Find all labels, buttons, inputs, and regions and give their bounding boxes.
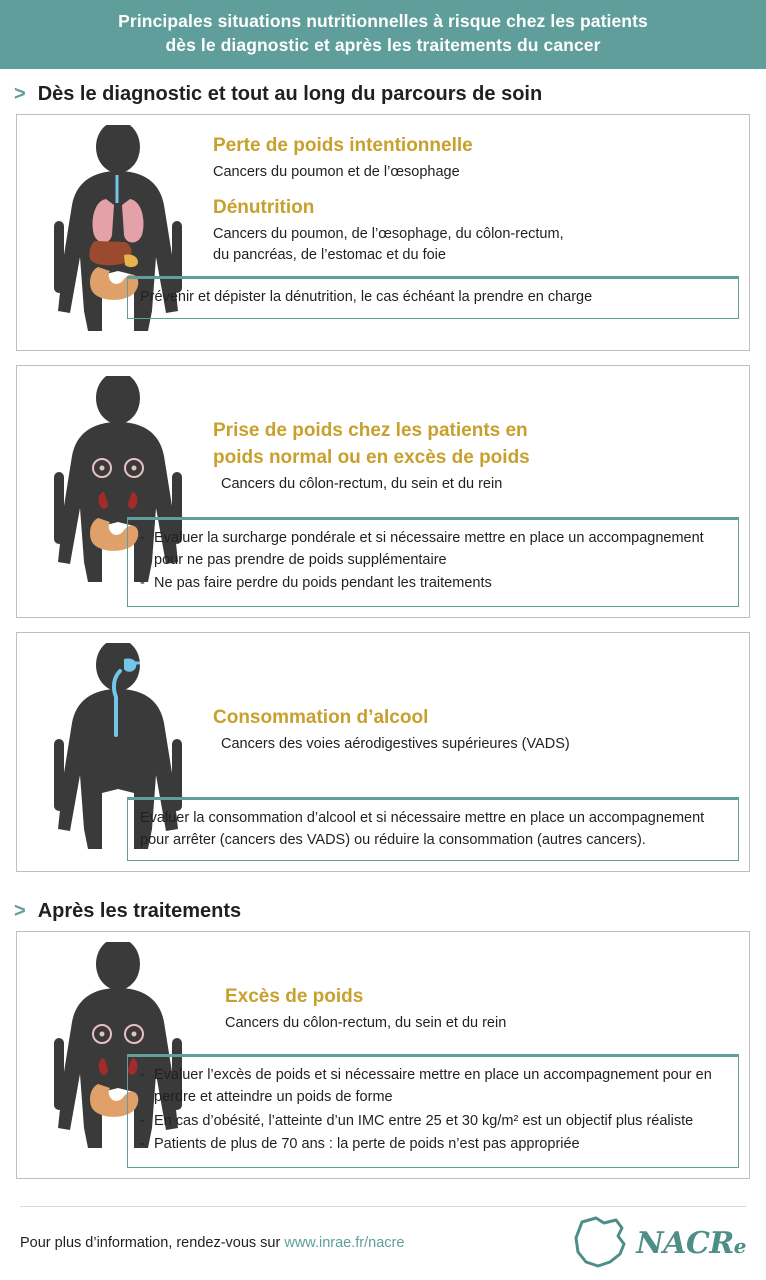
card-4-title: Excès de poids [225, 986, 364, 1008]
chevron-right-icon: > [14, 83, 26, 106]
footer-divider [20, 1206, 746, 1207]
section-heading-apres-traitements [0, 886, 766, 931]
section-title: Dès le diagnostic et tout au long du parcours de soin [37, 83, 543, 106]
card-1-title-1: Perte de poids intentionnelle [213, 135, 473, 157]
france-map-outline-icon [568, 1214, 634, 1272]
card-1-sub-2-line1: Cancers du poumon, de l’œsophage, du côlon-rectum, [213, 225, 564, 242]
nacre-wordmark-suffix: e [733, 1233, 746, 1258]
footer-label: Pour plus d’information, rendez-vous sur [20, 1235, 285, 1251]
card-consommation-alcool [16, 632, 750, 872]
card-1-sub-1: Cancers du poumon et de l’œsophage [213, 164, 460, 181]
card-1-sub-2-line2: du pancréas, de l’estomac et du foie [213, 246, 446, 263]
card-2-sub: Cancers du côlon-rectum, du sein et du rein [221, 475, 503, 492]
card-3-title: Consommation d’alcool [213, 707, 429, 729]
section-heading-diagnostic [0, 69, 766, 114]
card-4-body [154, 938, 739, 1168]
card-exces-de-poids [16, 931, 750, 1179]
card-1-title-2: Dénutrition [213, 197, 315, 219]
advice-text: Evaluer la consommation d’alcool et si nécessaire mettre en place un accompagnement pour arrêter (cancers des VADS) ou réduire la consommation (autres cancers). [140, 809, 705, 848]
advice-item: - Evaluer la surcharge pondérale et si nécessaire mettre en place un accompagnement pour ne pas prendre de poids supplémentaire [140, 528, 728, 572]
advice-text: Prévenir et dépister la dénutrition, le cas échéant la prendre en charge [140, 288, 593, 305]
advice-item: - Evaluer l’excès de poids et si nécessaire mettre en place un accompagnement pour en perdre et atteindre un poids de forme [140, 1065, 728, 1109]
advice-list [140, 528, 728, 595]
footer-text [20, 1235, 404, 1251]
card-2-body [154, 372, 739, 607]
advice-list [140, 1065, 728, 1156]
nacre-logo [568, 1214, 746, 1272]
card-3-body [140, 639, 739, 861]
nacre-wordmark-main: NACR [636, 1225, 734, 1261]
advice-item: - Ne pas faire perdre du poids pendant les traitements [140, 573, 728, 595]
advice-item: - En cas d’obésité, l’atteinte d’un IMC entre 25 et 30 kg/m² est un objectif plus réaliste [140, 1111, 728, 1133]
card-perte-de-poids [16, 114, 750, 351]
card-4-sub: Cancers du côlon-rectum, du sein et du rein [225, 1015, 507, 1032]
card-1-sub-2 [213, 224, 739, 266]
card-4-advice [127, 1054, 739, 1168]
card-prise-de-poids [16, 365, 750, 618]
card-1-body [140, 121, 739, 340]
page-footer [0, 1206, 766, 1280]
nacre-wordmark [636, 1226, 746, 1261]
card-2-title-line2: poids normal ou en excès de poids [213, 447, 530, 469]
card-3-advice [127, 797, 739, 862]
card-3-sub: Cancers des voies aérodigestives supérieures (VADS) [221, 735, 570, 752]
header-title-line1: Principales situations nutritionnelles à risque chez les patients [118, 11, 648, 31]
header-title-line2: dès le diagnostic et après les traitements du cancer [165, 34, 601, 55]
card-2-advice [127, 517, 739, 607]
card-1-advice [127, 276, 739, 319]
card-2-title-line1: Prise de poids chez les patients en [213, 420, 528, 442]
section-title: Après les traitements [37, 900, 242, 923]
nacre-website-link[interactable]: www.inrae.fr/nacre [284, 1235, 405, 1251]
advice-item: - Patients de plus de 70 ans : la perte de poids n’est pas appropriée [140, 1134, 728, 1156]
page-header [0, 0, 766, 69]
chevron-right-icon: > [14, 900, 26, 923]
